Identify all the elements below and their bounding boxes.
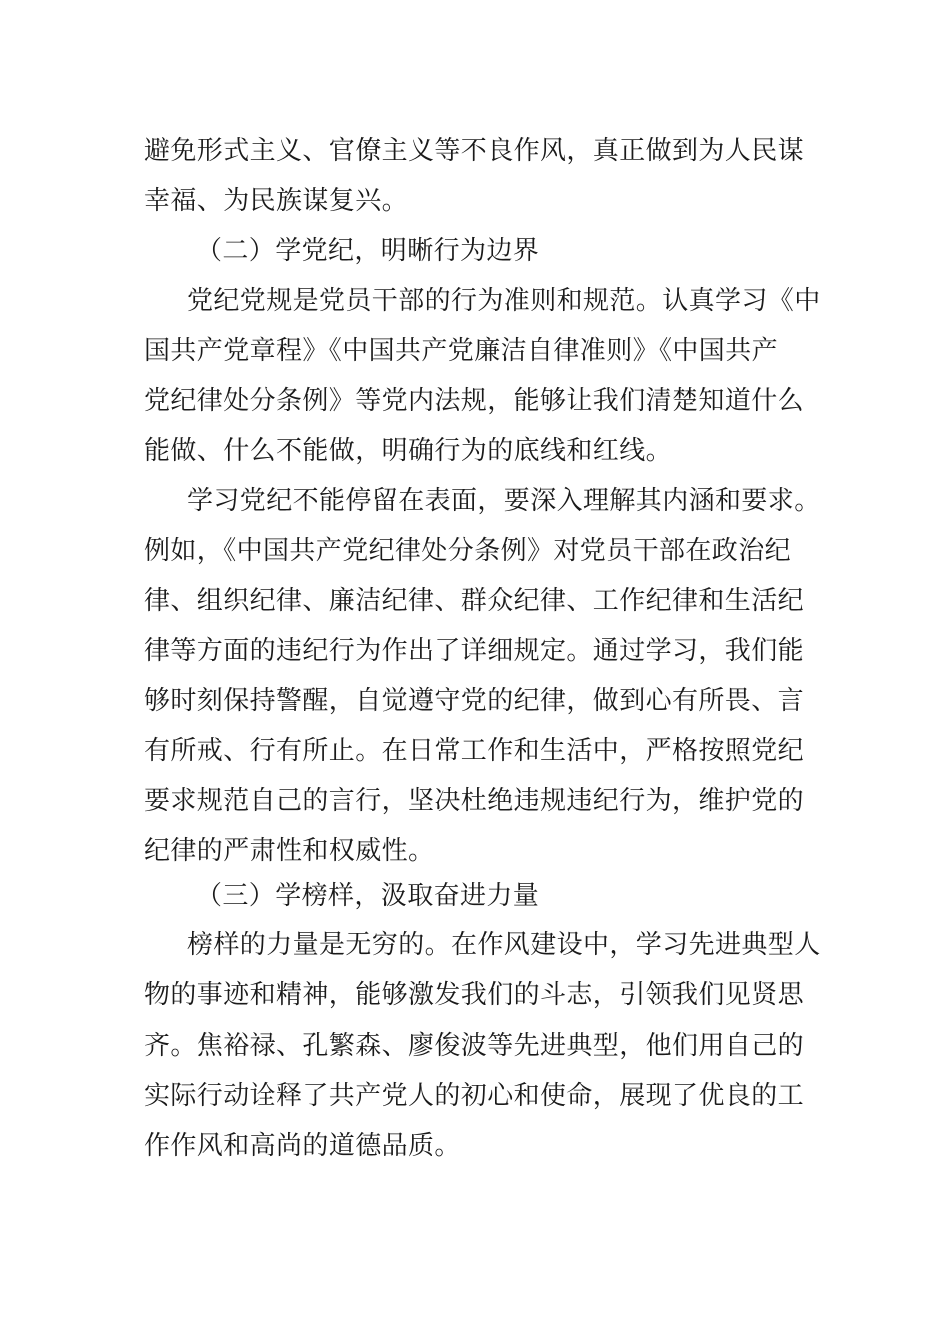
body-text-line: 例如，《中国共产党纪律处分条例》对党员干部在政治纪: [144, 536, 792, 566]
body-text-line: 律等方面的违纪行为作出了详细规定。通过学习，我们能: [144, 636, 805, 666]
paragraph-first-line: 榜样的力量是无穷的。在作风建设中，学习先进典型人: [187, 930, 821, 960]
section-heading: （三）学榜样，汲取奋进力量: [196, 881, 540, 911]
section-heading: （二）学党纪，明晰行为边界: [196, 236, 540, 266]
body-text-line: 律、组织纪律、廉洁纪律、群众纪律、工作纪律和生活纪: [144, 586, 805, 616]
body-text-line: 齐。焦裕禄、孔繁森、廖俊波等先进典型，他们用自己的: [144, 1031, 805, 1061]
body-text-line: 物的事迹和精神，能够激发我们的斗志，引领我们见贤思: [144, 980, 805, 1010]
body-text-line: 国共产党章程》《中国共产党廉洁自律准则》《中国共产: [144, 336, 779, 366]
body-text-line: 避免形式主义、官僚主义等不良作风，真正做到为人民谋: [144, 136, 805, 166]
body-text-line: 幸福、为民族谋复兴。: [144, 186, 409, 216]
body-text-line: 纪律的严肃性和权威性。: [144, 836, 435, 866]
body-text-line: 有所戒、行有所止。在日常工作和生活中，严格按照党纪: [144, 736, 805, 766]
paragraph-first-line: 党纪党规是党员干部的行为准则和规范。认真学习《中: [187, 286, 821, 316]
body-text-line: 够时刻保持警醒，自觉遵守党的纪律，做到心有所畏、言: [144, 686, 805, 716]
body-text-line: 能做、什么不能做，明确行为的底线和红线。: [144, 436, 673, 466]
paragraph-first-line: 学习党纪不能停留在表面，要深入理解其内涵和要求。: [187, 486, 821, 516]
body-text-line: 作作风和高尚的道德品质。: [144, 1131, 461, 1161]
body-text-line: 党纪律处分条例》等党内法规，能够让我们清楚知道什么: [144, 386, 805, 416]
body-text-line: 实际行动诠释了共产党人的初心和使命，展现了优良的工: [144, 1081, 805, 1111]
body-text-line: 要求规范自己的言行，坚决杜绝违规违纪行为，维护党的: [144, 786, 805, 816]
